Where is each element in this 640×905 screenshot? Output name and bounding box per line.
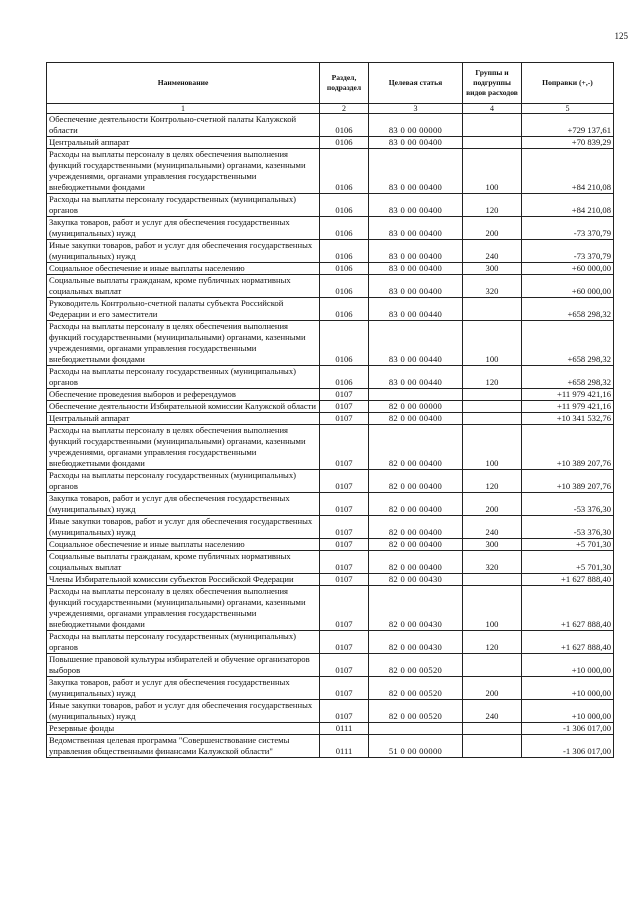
table-row [47,493,614,516]
table-row [47,631,614,654]
row-target: 83 0 00 00400 [369,194,463,217]
row-section: 0111 [320,735,369,758]
row-group: 320 [463,551,522,574]
row-section: 0107 [320,493,369,516]
table-row [47,194,614,217]
row-section: 0107 [320,677,369,700]
row-amount: +10 389 207,76 [522,470,614,493]
row-target [369,389,463,401]
table-row [47,516,614,539]
row-section: 0106 [320,366,369,389]
row-target: 82 0 00 00400 [369,470,463,493]
row-group: 300 [463,263,522,275]
row-target: 83 0 00 00400 [369,240,463,263]
row-section: 0107 [320,700,369,723]
table-row [47,539,614,551]
row-group [463,723,522,735]
budget-amendments-table [46,62,614,758]
row-amount: -73 370,79 [522,217,614,240]
row-section: 0107 [320,425,369,470]
table-row [47,574,614,586]
row-section: 0106 [320,194,369,217]
table-body [47,114,614,758]
row-section: 0106 [320,240,369,263]
row-group: 100 [463,321,522,366]
row-name: Иные закупки товаров, работ и услуг для обеспечения государственных (муниципальных) нужд [47,700,320,723]
row-name: Резервные фонды [47,723,320,735]
row-section: 0106 [320,114,369,137]
row-target: 83 0 00 00400 [369,137,463,149]
row-group [463,389,522,401]
row-amount: +10 000,00 [522,700,614,723]
row-section: 0107 [320,516,369,539]
header-section: Раздел, подраздел [320,63,369,104]
table-row [47,298,614,321]
row-amount: +1 627 888,40 [522,574,614,586]
row-name: Расходы на выплаты персоналу в целях обеспечения выполнения функций государственными (муниципальными) органами, казенными учреждениями, органами управления государственными внебюджетными фондами [47,321,320,366]
row-group [463,137,522,149]
row-name: Центральный аппарат [47,137,320,149]
table-row [47,586,614,631]
row-amount: +60 000,00 [522,275,614,298]
row-name: Обеспечение проведения выборов и референдумов [47,389,320,401]
table-row [47,389,614,401]
row-target: 83 0 00 00440 [369,366,463,389]
page-number: 125 [614,31,628,41]
table-row [47,275,614,298]
row-group: 200 [463,217,522,240]
row-section: 0107 [320,401,369,413]
row-group: 120 [463,194,522,217]
row-section: 0106 [320,137,369,149]
table-row [47,263,614,275]
row-group [463,114,522,137]
table-row [47,723,614,735]
row-amount: +10 000,00 [522,677,614,700]
row-target: 83 0 00 00400 [369,149,463,194]
row-group: 240 [463,516,522,539]
row-section: 0107 [320,574,369,586]
row-group: 100 [463,149,522,194]
table-row [47,114,614,137]
row-name: Социальное обеспечение и иные выплаты населению [47,263,320,275]
table-row [47,413,614,425]
row-target: 82 0 00 00400 [369,516,463,539]
row-section: 0106 [320,321,369,366]
table-row [47,366,614,389]
row-name: Руководитель Контрольно-счетной палаты субъекта Российской Федерации и его заместители [47,298,320,321]
row-name: Социальные выплаты гражданам, кроме публичных нормативных социальных выплат [47,275,320,298]
row-target [369,723,463,735]
row-section: 0106 [320,149,369,194]
row-section: 0107 [320,389,369,401]
row-amount: +5 701,30 [522,551,614,574]
table-row [47,700,614,723]
row-target: 82 0 00 00400 [369,539,463,551]
row-amount: +11 979 421,16 [522,389,614,401]
column-number: 4 [463,104,522,114]
header-group: Группы и подгруппы видов расходов [463,63,522,104]
row-group: 200 [463,677,522,700]
row-name: Социальное обеспечение и иные выплаты населению [47,539,320,551]
row-amount: +5 701,30 [522,539,614,551]
row-name: Социальные выплаты гражданам, кроме публичных нормативных социальных выплат [47,551,320,574]
table-row [47,240,614,263]
row-section: 0107 [320,654,369,677]
row-group: 120 [463,366,522,389]
row-group [463,401,522,413]
row-amount: +11 979 421,16 [522,401,614,413]
row-name: Иные закупки товаров, работ и услуг для обеспечения государственных (муниципальных) нужд [47,516,320,539]
row-amount: +658 298,32 [522,321,614,366]
row-name: Расходы на выплаты персоналу в целях обеспечения выполнения функций государственными (муниципальными) органами, казенными учреждениями, органами управления государственными внебюджетными фондами [47,425,320,470]
column-number-row [47,104,614,114]
row-amount: +658 298,32 [522,366,614,389]
row-name: Обеспечение деятельности Контрольно-счетной палаты Калужской области [47,114,320,137]
row-section: 0111 [320,723,369,735]
row-section: 0107 [320,586,369,631]
row-target: 82 0 00 00000 [369,401,463,413]
row-amount: +70 839,29 [522,137,614,149]
row-section: 0107 [320,470,369,493]
row-group: 120 [463,470,522,493]
row-group: 100 [463,425,522,470]
row-group [463,298,522,321]
row-target: 83 0 00 00440 [369,298,463,321]
row-amount: -73 370,79 [522,240,614,263]
table-row [47,217,614,240]
row-group: 300 [463,539,522,551]
row-name: Члены Избирательной комиссии субъектов Российской Федерации [47,574,320,586]
row-name: Расходы на выплаты персоналу в целях обеспечения выполнения функций государственными (муниципальными) органами, казенными учреждениями, органами управления государственными внебюджетными фондами [47,586,320,631]
row-target: 83 0 00 00400 [369,217,463,240]
row-target: 83 0 00 00000 [369,114,463,137]
row-target: 82 0 00 00400 [369,493,463,516]
row-name: Закупка товаров, работ и услуг для обеспечения государственных (муниципальных) нужд [47,493,320,516]
table-row [47,551,614,574]
header-target: Целевая статья [369,63,463,104]
row-name: Иные закупки товаров, работ и услуг для обеспечения государственных (муниципальных) нужд [47,240,320,263]
row-name: Закупка товаров, работ и услуг для обеспечения государственных (муниципальных) нужд [47,677,320,700]
row-section: 0106 [320,263,369,275]
header-amendment: Поправки (+,-) [522,63,614,104]
row-section: 0106 [320,298,369,321]
table-row [47,401,614,413]
row-amount: +10 341 532,76 [522,413,614,425]
table-row [47,654,614,677]
row-amount: -1 306 017,00 [522,735,614,758]
row-group [463,654,522,677]
row-target: 83 0 00 00440 [369,321,463,366]
row-amount: +84 210,08 [522,194,614,217]
row-group: 240 [463,240,522,263]
column-number: 1 [47,104,320,114]
row-name: Повышение правовой культуры избирателей и обучение организаторов выборов [47,654,320,677]
row-section: 0106 [320,275,369,298]
row-amount: -1 306 017,00 [522,723,614,735]
row-target: 82 0 00 00430 [369,574,463,586]
table-row [47,470,614,493]
table-row [47,137,614,149]
row-group [463,413,522,425]
column-number: 5 [522,104,614,114]
row-amount: +10 389 207,76 [522,425,614,470]
table-row [47,321,614,366]
row-amount: +1 627 888,40 [522,631,614,654]
column-number: 2 [320,104,369,114]
row-amount: +60 000,00 [522,263,614,275]
row-name: Обеспечение деятельности Избирательной комиссии Калужской области [47,401,320,413]
row-target: 82 0 00 00430 [369,631,463,654]
row-amount: +729 137,61 [522,114,614,137]
row-target: 82 0 00 00400 [369,425,463,470]
row-name: Расходы на выплаты персоналу государственных (муниципальных) органов [47,470,320,493]
row-section: 0107 [320,631,369,654]
row-target: 83 0 00 00400 [369,263,463,275]
column-number: 3 [369,104,463,114]
row-name: Центральный аппарат [47,413,320,425]
row-name: Ведомственная целевая программа "Совершенствование системы управления общественными финансами Калужской области" [47,735,320,758]
row-name: Закупка товаров, работ и услуг для обеспечения государственных (муниципальных) нужд [47,217,320,240]
row-name: Расходы на выплаты персоналу в целях обеспечения выполнения функций государственными (муниципальными) органами, казенными учреждениями, органами управления государственными внебюджетными фондами [47,149,320,194]
table-row [47,677,614,700]
row-section: 0106 [320,217,369,240]
row-amount: -53 376,30 [522,493,614,516]
row-target: 82 0 00 00430 [369,586,463,631]
row-section: 0107 [320,413,369,425]
table-row [47,425,614,470]
row-target: 83 0 00 00400 [369,275,463,298]
row-name: Расходы на выплаты персоналу государственных (муниципальных) органов [47,631,320,654]
row-amount: +1 627 888,40 [522,586,614,631]
row-section: 0107 [320,551,369,574]
row-section: 0107 [320,539,369,551]
row-amount: -53 376,30 [522,516,614,539]
row-target: 51 0 00 00000 [369,735,463,758]
row-group [463,574,522,586]
row-target: 82 0 00 00520 [369,654,463,677]
row-amount: +658 298,32 [522,298,614,321]
header-name: Наименование [47,63,320,104]
table-row [47,149,614,194]
row-group: 200 [463,493,522,516]
table-row [47,735,614,758]
row-amount: +84 210,08 [522,149,614,194]
row-group [463,735,522,758]
row-group: 100 [463,586,522,631]
row-group: 320 [463,275,522,298]
row-target: 82 0 00 00520 [369,677,463,700]
row-amount: +10 000,00 [522,654,614,677]
row-name: Расходы на выплаты персоналу государственных (муниципальных) органов [47,194,320,217]
row-target: 82 0 00 00400 [369,551,463,574]
row-name: Расходы на выплаты персоналу государственных (муниципальных) органов [47,366,320,389]
row-group: 240 [463,700,522,723]
row-target: 82 0 00 00520 [369,700,463,723]
row-target: 82 0 00 00400 [369,413,463,425]
row-group: 120 [463,631,522,654]
table-header-row [47,63,614,104]
